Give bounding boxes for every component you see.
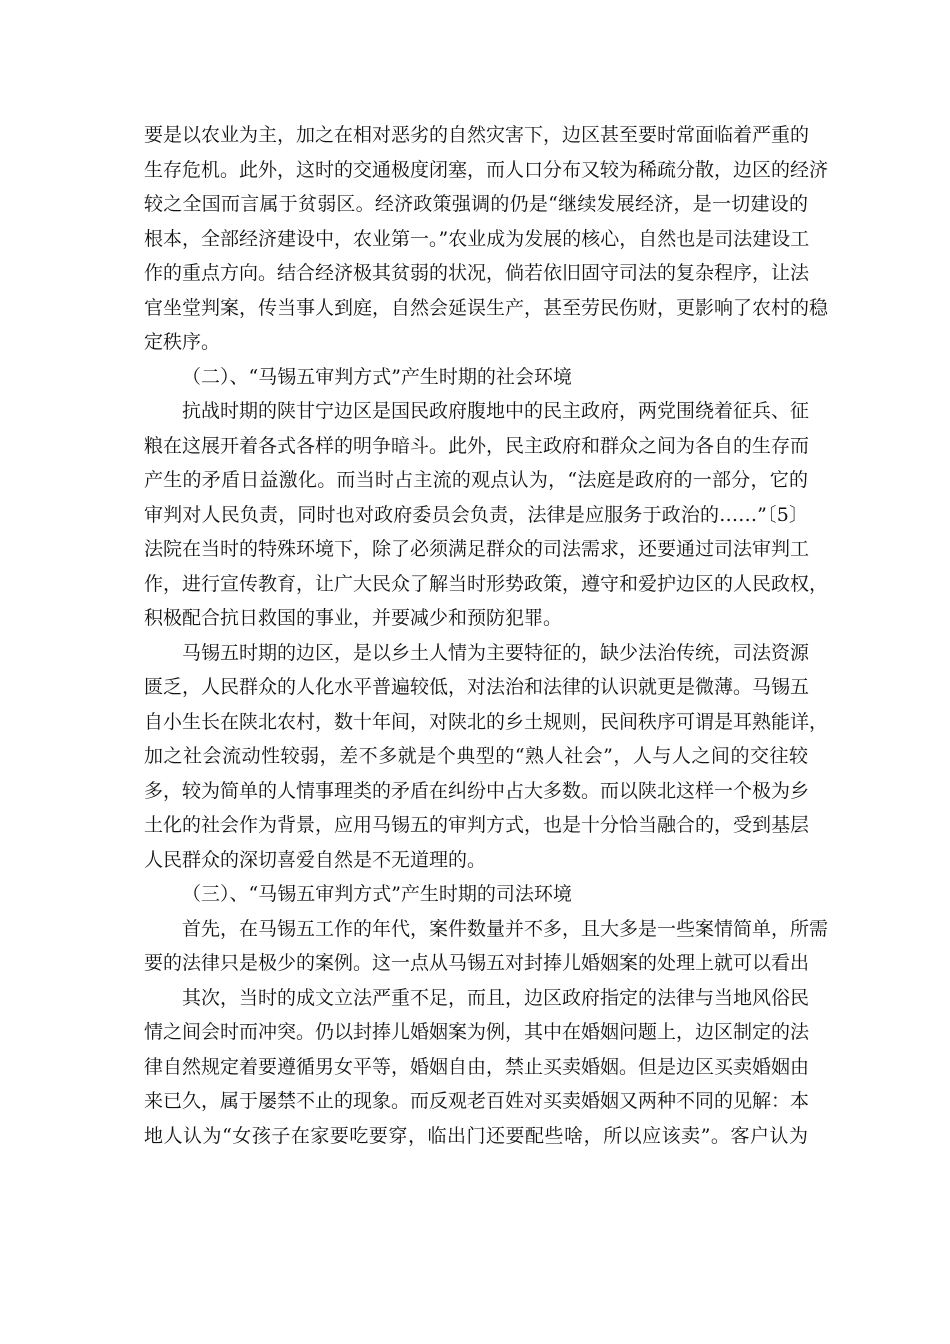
text-line: 粮在这展开着各式各样的明争暗斗。此外，民主政府和群众之间为各自的生存而 (144, 434, 810, 457)
text-line: 匮乏，人民群众的人化水平普遍较低，对法治和法律的认识就更是微薄。马锡五 (144, 676, 810, 698)
text-line: 马锡五时期的边区，是以乡土人情为主要特征的，缺少法治传统，司法资源 (182, 641, 810, 664)
section-heading: （二）、“马锡五审判方式”产生时期的社会环境 (182, 365, 572, 388)
text-line: 审判对人民负责，同时也对政府委员会负责，法律是应服务于政治的……”〔5〕 (144, 503, 808, 526)
text-line: 要的法律只是极少的案例。这一点从马锡五对封捧儿婚姻案的处理上就可以看出 (144, 952, 810, 974)
section-heading-social-environment (144, 360, 808, 395)
paragraph-rural-society (144, 636, 829, 878)
document-body (144, 118, 829, 1153)
text-line: 较之全国而言属于贫弱区。经济政策强调的仍是“继续发展经济，是一切建设的 (144, 193, 808, 215)
text-line: 生存危机。此外，这时的交通极度闭塞，而人口分布又较为稀疏分散，边区的经济 (144, 158, 829, 181)
text-line: 律自然规定着要遵循男女平等，婚姻自由，禁止买卖婚姻。但是边区买卖婚姻由 (144, 1055, 810, 1078)
text-line: 情之间会时而冲突。仍以封捧儿婚姻案为例，其中在婚姻问题上，边区制定的法 (144, 1021, 810, 1043)
text-line: 自小生长在陕北农村，数十年间，对陕北的乡土规则，民间秩序可谓是耳熟能详， (144, 710, 829, 733)
text-line: 作的重点方向。结合经济极其贫弱的状况，倘若依旧固守司法的复杂程序，让法 (144, 262, 810, 284)
section-heading-judicial-environment (144, 877, 808, 912)
paragraph-political-struggle (144, 394, 829, 636)
text-line: 加之社会流动性较弱，差不多就是个典型的“熟人社会”，人与人之间的交往较 (144, 745, 808, 767)
paragraph-economic-environment (144, 118, 829, 360)
text-line: 土化的社会作为背景，应用马锡五的审判方式，也是十分恰当融合的，受到基层 (144, 814, 810, 836)
text-line: 定秩序。 (144, 331, 221, 353)
paragraph-case-volume (144, 912, 829, 981)
text-line: 产生的矛盾日益激化。而当时占主流的观点认为，“法庭是政府的一部分，它的 (144, 469, 808, 491)
text-line: 官坐堂判案，传当事人到庭，自然会延误生产，甚至劳民伤财，更影响了农村的稳 (144, 296, 829, 319)
text-line: 根本，全部经济建设中，农业第一。”农业成为发展的核心，自然也是司法建设工 (144, 227, 810, 250)
section-heading: （三）、“马锡五审判方式”产生时期的司法环境 (182, 883, 572, 905)
text-line: 作，进行宣传教育，让广大民众了解当时形势政策，遵守和爱护边区的人民政权， (144, 572, 829, 595)
text-line: 多，较为简单的人情事理类的矛盾在纠纷中占大多数。而以陕北这样一个极为乡 (144, 779, 810, 802)
text-line: 抗战时期的陕甘宁边区是国民政府腹地中的民主政府，两党围绕着征兵、征 (182, 400, 810, 422)
text-line: 人民群众的深切喜爱自然是不无道理的。 (144, 848, 487, 871)
text-line: 来已久，属于屡禁不止的现象。而反观老百姓对买卖婚姻又两种不同的见解：本 (144, 1090, 810, 1112)
paragraph-legislation-conflict (144, 981, 808, 1154)
text-line: 要是以农业为主，加之在相对恶劣的自然灾害下，边区甚至要时常面临着严重的 (144, 124, 810, 146)
text-line: 首先，在马锡五工作的年代，案件数量并不多，且大多是一些案情简单，所需 (182, 917, 829, 940)
text-line: 法院在当时的特殊环境下，除了必须满足群众的司法需求，还要通过司法审判工 (144, 538, 810, 560)
text-line: 积极配合抗日救国的事业，并要减少和预防犯罪。 (144, 607, 563, 629)
text-line: 地人认为“女孩子在家要吃要穿，临出门还要配些啥，所以应该卖”。客户认为 (144, 1124, 808, 1147)
text-line: 其次，当时的成文立法严重不足，而且，边区政府指定的法律与当地风俗民 (182, 986, 810, 1009)
